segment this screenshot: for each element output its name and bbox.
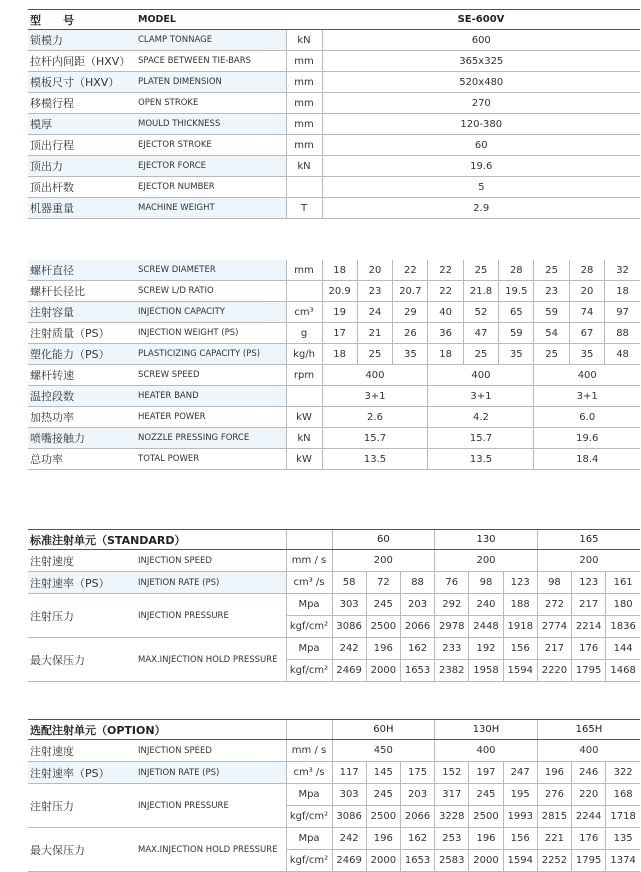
row-label-cn: 加热功率 bbox=[28, 407, 136, 428]
value-cell: 22 bbox=[428, 281, 463, 302]
value-cell: 65 bbox=[499, 302, 534, 323]
value-cell: 18 bbox=[322, 344, 357, 365]
value-cell: 19.6 bbox=[322, 156, 640, 177]
value-cell: 18 bbox=[605, 281, 640, 302]
row-label-en: INJECTION CAPACITY bbox=[136, 302, 286, 323]
spec-row bbox=[28, 572, 640, 594]
unit-cell: g bbox=[286, 323, 322, 344]
value-cell: 2214 bbox=[572, 616, 606, 638]
value-cell: 303 bbox=[332, 784, 366, 806]
value-cell: 28 bbox=[499, 260, 534, 281]
row-label-en: OPEN STROKE bbox=[136, 93, 286, 114]
value-cell: 54 bbox=[534, 323, 569, 344]
row-label-en: SPACE BETWEEN TIE-BARS bbox=[136, 51, 286, 72]
value-cell: 97 bbox=[605, 302, 640, 323]
row-label-cn: 注射压力 bbox=[28, 784, 136, 828]
spec-row bbox=[28, 51, 640, 72]
value-cell: 2469 bbox=[332, 660, 366, 682]
spec-row bbox=[28, 594, 640, 616]
value-cell: 59 bbox=[534, 302, 569, 323]
unit-cell: kN bbox=[286, 428, 322, 449]
value-cell: 196 bbox=[469, 828, 503, 850]
value-cell: 58 bbox=[332, 572, 366, 594]
value-cell: 2583 bbox=[435, 850, 469, 872]
row-label-en: INJECTION PRESSURE bbox=[136, 784, 286, 828]
value-cell: 1718 bbox=[606, 806, 640, 828]
value-cell: 365x325 bbox=[322, 51, 640, 72]
row-label-en: HEATER POWER bbox=[136, 407, 286, 428]
value-cell: 203 bbox=[400, 784, 434, 806]
value-cell: 52 bbox=[463, 302, 498, 323]
value-cell: 1468 bbox=[606, 660, 640, 682]
row-label-cn: 喷嘴接触力 bbox=[28, 428, 136, 449]
value-cell: 25 bbox=[357, 344, 392, 365]
value-cell: 40 bbox=[428, 302, 463, 323]
unit-model: 130H bbox=[435, 720, 538, 740]
row-label-cn: 螺杆直径 bbox=[28, 260, 136, 281]
row-label-cn: 螺杆转速 bbox=[28, 365, 136, 386]
value-cell: 59 bbox=[499, 323, 534, 344]
spec-row bbox=[28, 365, 640, 386]
value-cell: 253 bbox=[435, 828, 469, 850]
value-cell: 13.5 bbox=[322, 449, 428, 470]
value-cell: 117 bbox=[332, 762, 366, 784]
spec-row bbox=[28, 156, 640, 177]
value-cell: 242 bbox=[332, 638, 366, 660]
value-cell: 88 bbox=[400, 572, 434, 594]
value-cell: 18 bbox=[428, 344, 463, 365]
unit-cell: kN bbox=[286, 156, 322, 177]
value-cell: 3+1 bbox=[322, 386, 428, 407]
spec-row bbox=[28, 638, 640, 660]
value-cell: 292 bbox=[435, 594, 469, 616]
unit-cell: Mpa bbox=[286, 784, 332, 806]
value-cell: 22 bbox=[393, 260, 428, 281]
spec-row bbox=[28, 344, 640, 365]
value-cell: 180 bbox=[606, 594, 640, 616]
value-cell: 3228 bbox=[435, 806, 469, 828]
spec-row bbox=[28, 762, 640, 784]
unit-cell: mm bbox=[286, 260, 322, 281]
unit-cell: mm bbox=[286, 93, 322, 114]
model-header-row bbox=[28, 10, 640, 30]
value-cell: 18 bbox=[322, 260, 357, 281]
value-cell: 162 bbox=[400, 638, 434, 660]
value-cell: 400 bbox=[537, 740, 640, 762]
value-cell: 188 bbox=[503, 594, 537, 616]
value-cell: 19 bbox=[322, 302, 357, 323]
unit-cell: mm bbox=[286, 51, 322, 72]
row-label-cn: 最大保压力 bbox=[28, 828, 136, 872]
value-cell: 400 bbox=[435, 740, 538, 762]
unit-model: 60 bbox=[332, 530, 435, 550]
value-cell: 200 bbox=[435, 550, 538, 572]
value-cell: 217 bbox=[572, 594, 606, 616]
value-cell: 156 bbox=[503, 638, 537, 660]
value-cell: 21.8 bbox=[463, 281, 498, 302]
row-label-cn: 总功率 bbox=[28, 449, 136, 470]
unit-cell: cm³ /s bbox=[286, 762, 332, 784]
value-cell: 2469 bbox=[332, 850, 366, 872]
row-label-en: NOZZLE PRESSING FORCE bbox=[136, 428, 286, 449]
value-cell: 19.5 bbox=[499, 281, 534, 302]
value-cell: 1653 bbox=[400, 850, 434, 872]
row-label-cn: 注射质量（PS） bbox=[28, 323, 136, 344]
value-cell: 24 bbox=[357, 302, 392, 323]
spec-row bbox=[28, 302, 640, 323]
value-cell: 176 bbox=[572, 828, 606, 850]
row-label-cn: 拉杆内间距（HXV） bbox=[28, 51, 136, 72]
value-cell: 1993 bbox=[503, 806, 537, 828]
value-cell: 35 bbox=[499, 344, 534, 365]
value-cell: 242 bbox=[332, 828, 366, 850]
value-cell: 2382 bbox=[435, 660, 469, 682]
spec-row bbox=[28, 72, 640, 93]
row-label-cn: 顶出力 bbox=[28, 156, 136, 177]
row-label-en: INJETION RATE (PS) bbox=[136, 572, 286, 594]
unit-header-row bbox=[28, 720, 640, 740]
unit-header-row bbox=[28, 530, 640, 550]
value-cell: 196 bbox=[366, 638, 400, 660]
row-label-en: SCREW SPEED bbox=[136, 365, 286, 386]
row-label-en: MOULD THICKNESS bbox=[136, 114, 286, 135]
value-cell: 217 bbox=[537, 638, 571, 660]
value-cell: 2000 bbox=[469, 850, 503, 872]
row-label-cn: 温控段数 bbox=[28, 386, 136, 407]
value-cell: 6.0 bbox=[534, 407, 640, 428]
value-cell: 220 bbox=[572, 784, 606, 806]
value-cell: 3086 bbox=[332, 806, 366, 828]
value-cell: 270 bbox=[322, 93, 640, 114]
unit-cell bbox=[286, 177, 322, 198]
value-cell: 2000 bbox=[366, 850, 400, 872]
value-cell: 4.2 bbox=[428, 407, 534, 428]
value-cell: 200 bbox=[537, 550, 640, 572]
unit-model: 165 bbox=[537, 530, 640, 550]
spec-row bbox=[28, 177, 640, 198]
row-label-en: PLATEN DIMENSION bbox=[136, 72, 286, 93]
value-cell: 2500 bbox=[469, 806, 503, 828]
spec-row bbox=[28, 114, 640, 135]
unit-cell: kN bbox=[286, 30, 322, 51]
value-cell: 21 bbox=[357, 323, 392, 344]
unit-cell: cm³ /s bbox=[286, 572, 332, 594]
value-cell: 135 bbox=[606, 828, 640, 850]
row-label-en: SCREW DIAMETER bbox=[136, 260, 286, 281]
value-cell: 145 bbox=[366, 762, 400, 784]
row-label-en: INJECTION SPEED bbox=[136, 740, 286, 762]
value-cell: 221 bbox=[537, 828, 571, 850]
row-label-en: HEATER BAND bbox=[136, 386, 286, 407]
value-cell: 60 bbox=[322, 135, 640, 156]
row-label-cn: 最大保压力 bbox=[28, 638, 136, 682]
value-cell: 245 bbox=[366, 594, 400, 616]
model-label-cn: 型 号 bbox=[28, 10, 136, 30]
value-cell: 246 bbox=[572, 762, 606, 784]
unit-cell: mm / s bbox=[286, 740, 332, 762]
unit-model: 165H bbox=[537, 720, 640, 740]
value-cell: 1653 bbox=[400, 660, 434, 682]
unit-cell: kgf/cm² bbox=[286, 616, 332, 638]
value-cell: 197 bbox=[469, 762, 503, 784]
value-cell: 600 bbox=[322, 30, 640, 51]
value-cell: 2500 bbox=[366, 616, 400, 638]
value-cell: 2815 bbox=[537, 806, 571, 828]
value-cell: 23 bbox=[534, 281, 569, 302]
value-cell: 25 bbox=[463, 260, 498, 281]
value-cell: 400 bbox=[428, 365, 534, 386]
value-cell: 156 bbox=[503, 828, 537, 850]
unit-cell: kg/h bbox=[286, 344, 322, 365]
row-label-cn: 顶出杆数 bbox=[28, 177, 136, 198]
unit-cell: kgf/cm² bbox=[286, 806, 332, 828]
value-cell: 2.6 bbox=[322, 407, 428, 428]
value-cell: 195 bbox=[503, 784, 537, 806]
value-cell: 450 bbox=[332, 740, 435, 762]
value-cell: 3+1 bbox=[534, 386, 640, 407]
spec-row bbox=[28, 93, 640, 114]
value-cell: 1594 bbox=[503, 660, 537, 682]
value-cell: 152 bbox=[435, 762, 469, 784]
value-cell: 175 bbox=[400, 762, 434, 784]
value-cell: 162 bbox=[400, 828, 434, 850]
spec-row bbox=[28, 828, 640, 850]
spec-row bbox=[28, 323, 640, 344]
value-cell: 5 bbox=[322, 177, 640, 198]
row-label-cn: 螺杆长径比 bbox=[28, 281, 136, 302]
row-label-en: MAX.INJECTION HOLD PRESSURE bbox=[136, 638, 286, 682]
value-cell: 400 bbox=[322, 365, 428, 386]
spec-row bbox=[28, 30, 640, 51]
value-cell: 322 bbox=[606, 762, 640, 784]
unit-cell: kW bbox=[286, 407, 322, 428]
row-label-cn: 注射速度 bbox=[28, 740, 136, 762]
value-cell: 32 bbox=[605, 260, 640, 281]
spec-row bbox=[28, 407, 640, 428]
unit-cell: mm / s bbox=[286, 550, 332, 572]
spec-row bbox=[28, 784, 640, 806]
value-cell: 272 bbox=[537, 594, 571, 616]
row-label-cn: 模板尺寸（HXV） bbox=[28, 72, 136, 93]
row-label-cn: 注射速度 bbox=[28, 550, 136, 572]
value-cell: 123 bbox=[503, 572, 537, 594]
value-cell: 67 bbox=[569, 323, 604, 344]
value-cell: 168 bbox=[606, 784, 640, 806]
value-cell: 36 bbox=[428, 323, 463, 344]
value-cell: 29 bbox=[393, 302, 428, 323]
unit-cell: mm bbox=[286, 72, 322, 93]
value-cell: 22 bbox=[428, 260, 463, 281]
value-cell: 15.7 bbox=[428, 428, 534, 449]
value-cell: 1795 bbox=[572, 660, 606, 682]
row-label-cn: 模厚 bbox=[28, 114, 136, 135]
row-label-en: MACHINE WEIGHT bbox=[136, 198, 286, 219]
unit-cell: kW bbox=[286, 449, 322, 470]
unit-cell: Mpa bbox=[286, 594, 332, 616]
spec-row bbox=[28, 449, 640, 470]
unit-model: 60H bbox=[332, 720, 435, 740]
value-cell: 2448 bbox=[469, 616, 503, 638]
row-label-en: CLAMP TONNAGE bbox=[136, 30, 286, 51]
value-cell: 47 bbox=[463, 323, 498, 344]
value-cell: 2500 bbox=[366, 806, 400, 828]
value-cell: 245 bbox=[469, 784, 503, 806]
spec-row bbox=[28, 198, 640, 219]
clamp-spec-table bbox=[28, 9, 640, 219]
unit-cell: Mpa bbox=[286, 638, 332, 660]
value-cell: 2220 bbox=[537, 660, 571, 682]
option-unit-table bbox=[28, 719, 640, 872]
value-cell: 72 bbox=[366, 572, 400, 594]
value-cell: 196 bbox=[366, 828, 400, 850]
value-cell: 20.7 bbox=[393, 281, 428, 302]
row-label-cn: 注射速率（PS） bbox=[28, 572, 136, 594]
row-label-en: INJECTION PRESSURE bbox=[136, 594, 286, 638]
value-cell: 25 bbox=[534, 344, 569, 365]
spec-row bbox=[28, 281, 640, 302]
injection-spec-table bbox=[28, 260, 640, 470]
value-cell: 176 bbox=[572, 638, 606, 660]
unit-cell bbox=[286, 281, 322, 302]
value-cell: 303 bbox=[332, 594, 366, 616]
unit-cell: rpm bbox=[286, 365, 322, 386]
value-cell: 1958 bbox=[469, 660, 503, 682]
standard-unit-table bbox=[28, 529, 640, 682]
value-cell: 28 bbox=[569, 260, 604, 281]
value-cell: 3+1 bbox=[428, 386, 534, 407]
value-cell: 88 bbox=[605, 323, 640, 344]
unit-cell: kgf/cm² bbox=[286, 660, 332, 682]
row-label-en: INJECTION WEIGHT (PS) bbox=[136, 323, 286, 344]
unit-cell: mm bbox=[286, 114, 322, 135]
value-cell: 98 bbox=[469, 572, 503, 594]
model-label-en: MODEL bbox=[136, 10, 286, 30]
unit-cell: kgf/cm² bbox=[286, 850, 332, 872]
value-cell: 18.4 bbox=[534, 449, 640, 470]
spec-row bbox=[28, 386, 640, 407]
unit-cell: cm³ bbox=[286, 302, 322, 323]
spec-row bbox=[28, 135, 640, 156]
row-label-cn: 注射压力 bbox=[28, 594, 136, 638]
value-cell: 1918 bbox=[503, 616, 537, 638]
unit-table-title: 选配注射单元（OPTION） bbox=[28, 720, 286, 740]
value-cell: 203 bbox=[400, 594, 434, 616]
spec-row bbox=[28, 740, 640, 762]
unit-cell bbox=[286, 386, 322, 407]
row-label-cn: 塑化能力（PS） bbox=[28, 344, 136, 365]
unit-table-title: 标准注射单元（STANDARD） bbox=[28, 530, 286, 550]
value-cell: 400 bbox=[534, 365, 640, 386]
value-cell: 35 bbox=[569, 344, 604, 365]
value-cell: 20.9 bbox=[322, 281, 357, 302]
row-label-cn: 锁模力 bbox=[28, 30, 136, 51]
spec-row bbox=[28, 428, 640, 449]
spec-row bbox=[28, 550, 640, 572]
value-cell: 3086 bbox=[332, 616, 366, 638]
spec-row bbox=[28, 260, 640, 281]
value-cell: 1594 bbox=[503, 850, 537, 872]
value-cell: 2244 bbox=[572, 806, 606, 828]
value-cell: 20 bbox=[357, 260, 392, 281]
value-cell: 25 bbox=[534, 260, 569, 281]
value-cell: 76 bbox=[435, 572, 469, 594]
value-cell: 245 bbox=[366, 784, 400, 806]
value-cell: 196 bbox=[537, 762, 571, 784]
value-cell: 233 bbox=[435, 638, 469, 660]
row-label-cn: 顶出行程 bbox=[28, 135, 136, 156]
value-cell: 2252 bbox=[537, 850, 571, 872]
value-cell: 20 bbox=[569, 281, 604, 302]
row-label-en: INJECTION SPEED bbox=[136, 550, 286, 572]
value-cell: 123 bbox=[572, 572, 606, 594]
value-cell: 35 bbox=[393, 344, 428, 365]
row-label-en: MAX.INJECTION HOLD PRESSURE bbox=[136, 828, 286, 872]
value-cell: 520x480 bbox=[322, 72, 640, 93]
row-label-en: EJECTOR NUMBER bbox=[136, 177, 286, 198]
value-cell: 120-380 bbox=[322, 114, 640, 135]
value-cell: 2066 bbox=[400, 806, 434, 828]
model-number: SE-600V bbox=[322, 10, 640, 30]
row-label-en: EJECTOR STROKE bbox=[136, 135, 286, 156]
value-cell: 2.9 bbox=[322, 198, 640, 219]
value-cell: 74 bbox=[569, 302, 604, 323]
row-label-en: INJETION RATE (PS) bbox=[136, 762, 286, 784]
value-cell: 1374 bbox=[606, 850, 640, 872]
value-cell: 1836 bbox=[606, 616, 640, 638]
value-cell: 200 bbox=[332, 550, 435, 572]
row-label-en: EJECTOR FORCE bbox=[136, 156, 286, 177]
value-cell: 144 bbox=[606, 638, 640, 660]
value-cell: 240 bbox=[469, 594, 503, 616]
value-cell: 247 bbox=[503, 762, 537, 784]
value-cell: 2774 bbox=[537, 616, 571, 638]
value-cell: 98 bbox=[537, 572, 571, 594]
unit-cell: Mpa bbox=[286, 828, 332, 850]
value-cell: 2000 bbox=[366, 660, 400, 682]
value-cell: 19.6 bbox=[534, 428, 640, 449]
value-cell: 192 bbox=[469, 638, 503, 660]
value-cell: 161 bbox=[606, 572, 640, 594]
value-cell: 15.7 bbox=[322, 428, 428, 449]
value-cell: 2066 bbox=[400, 616, 434, 638]
value-cell: 48 bbox=[605, 344, 640, 365]
value-cell: 26 bbox=[393, 323, 428, 344]
value-cell: 17 bbox=[322, 323, 357, 344]
unit-model: 130 bbox=[435, 530, 538, 550]
row-label-en: PLASTICIZING CAPACITY (PS) bbox=[136, 344, 286, 365]
value-cell: 25 bbox=[463, 344, 498, 365]
value-cell: 1795 bbox=[572, 850, 606, 872]
row-label-en: SCREW L/D RATIO bbox=[136, 281, 286, 302]
row-label-cn: 注射容量 bbox=[28, 302, 136, 323]
unit-cell: mm bbox=[286, 135, 322, 156]
row-label-cn: 机器重量 bbox=[28, 198, 136, 219]
row-label-en: TOTAL POWER bbox=[136, 449, 286, 470]
row-label-cn: 移模行程 bbox=[28, 93, 136, 114]
value-cell: 276 bbox=[537, 784, 571, 806]
value-cell: 2978 bbox=[435, 616, 469, 638]
value-cell: 13.5 bbox=[428, 449, 534, 470]
row-label-cn: 注射速率（PS） bbox=[28, 762, 136, 784]
unit-cell: T bbox=[286, 198, 322, 219]
value-cell: 317 bbox=[435, 784, 469, 806]
value-cell: 23 bbox=[357, 281, 392, 302]
